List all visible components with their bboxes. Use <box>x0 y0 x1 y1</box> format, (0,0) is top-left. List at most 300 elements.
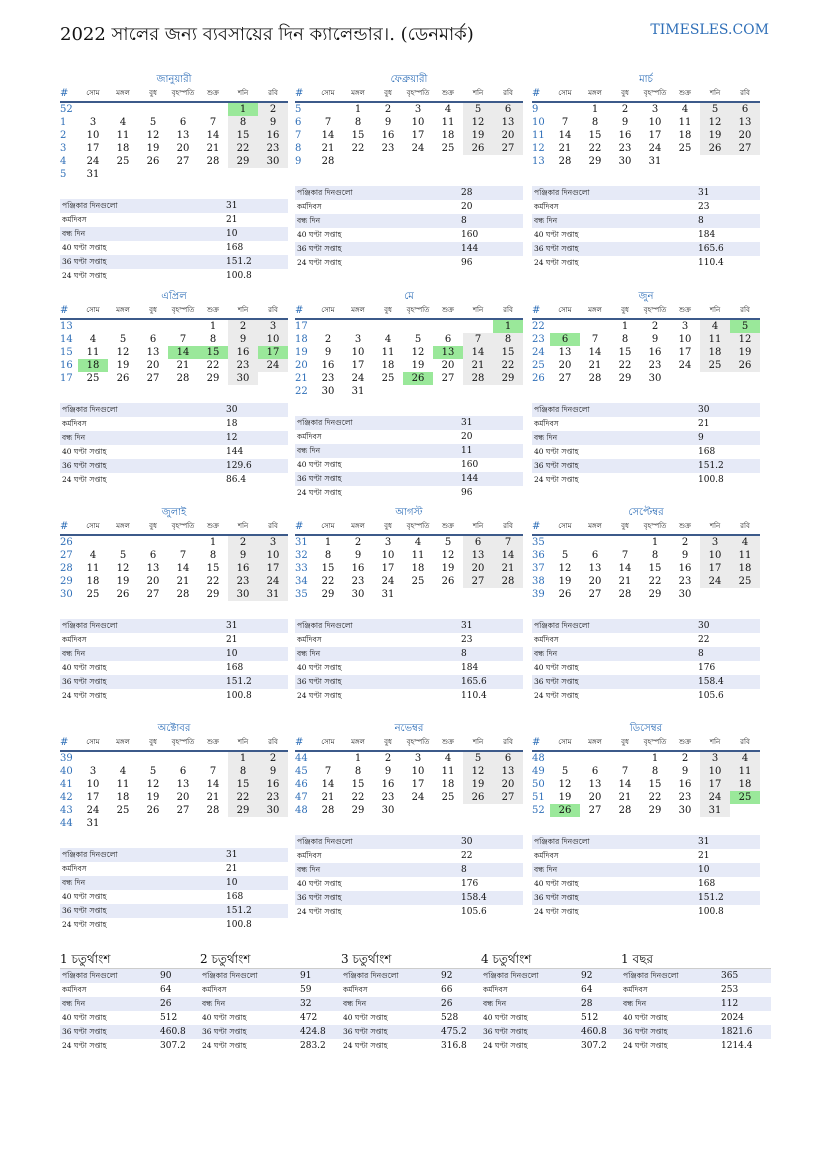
day-cell: 23 <box>351 576 365 587</box>
stat-value: 26 <box>158 997 210 1011</box>
weekday-header: শুক্র <box>433 303 463 319</box>
day-cell: 21 <box>206 143 220 154</box>
day-cell: 19 <box>463 129 493 142</box>
day-cell: 9 <box>651 334 659 345</box>
weekday-header-row <box>295 519 523 535</box>
day-cell: 15 <box>351 779 365 790</box>
day-cell: 24 <box>411 143 425 154</box>
week-row <box>295 765 523 778</box>
day-cell: 29 <box>648 589 662 600</box>
stat-row <box>621 1039 771 1053</box>
day-cell: 9 <box>258 116 288 129</box>
week-number: 3 <box>60 143 67 154</box>
day-cell: 31 <box>700 804 730 817</box>
weekday-header: মঙ্গল <box>580 86 610 102</box>
stat-value: 30 <box>696 619 760 633</box>
day-cell: 25 <box>730 575 760 588</box>
stat-value: 10 <box>224 647 288 661</box>
empty-cell <box>463 588 493 601</box>
day-cell: 6 <box>550 333 580 346</box>
stat-value: 100.8 <box>226 691 252 701</box>
stat-label: পঞ্জিকার দিনগুলো <box>200 969 298 983</box>
week-number: 14 <box>60 334 73 345</box>
empty-cell <box>313 319 343 333</box>
day-cell: 25 <box>86 589 100 600</box>
weekday-header: রবি <box>493 519 523 535</box>
stat-row <box>295 200 523 214</box>
day-cell: 26 <box>116 373 130 384</box>
stat-row <box>60 619 288 633</box>
day-cell: 2 <box>384 753 392 764</box>
day-cell: 20 <box>146 360 160 371</box>
week-number: 35 <box>295 589 308 600</box>
day-cell: 3 <box>89 766 97 777</box>
stat-value: 100.8 <box>698 475 724 485</box>
day-cell: 26 <box>403 372 433 385</box>
day-cell: 14 <box>321 130 335 141</box>
stat-value: 100.8 <box>698 907 724 917</box>
day-cell: 1 <box>651 753 659 764</box>
day-cell: 7 <box>493 535 523 549</box>
stat-value: 151.2 <box>696 891 760 905</box>
day-cell: 8 <box>354 117 362 128</box>
week-row <box>60 562 288 575</box>
stat-row <box>621 1025 771 1039</box>
day-cell: 19 <box>411 360 425 371</box>
month-block <box>532 73 760 270</box>
day-cell: 19 <box>558 576 572 587</box>
day-cell: 3 <box>258 535 288 549</box>
day-cell: 19 <box>558 792 572 803</box>
day-cell: 5 <box>149 117 157 128</box>
stat-label: 24 ঘণ্টা সপ্তাহ <box>62 691 107 700</box>
day-cell: 2 <box>354 537 362 548</box>
stat-row <box>60 199 288 213</box>
stat-value: 129.6 <box>224 459 288 473</box>
stat-row <box>532 877 760 891</box>
stat-value: 158.4 <box>459 891 523 905</box>
stat-row <box>295 905 523 919</box>
weekday-header: # <box>60 303 78 319</box>
weekday-header: # <box>295 303 313 319</box>
day-cell: 26 <box>700 142 730 155</box>
weekday-header: শনি <box>700 86 730 102</box>
day-cell: 17 <box>648 130 662 141</box>
day-cell: 20 <box>463 562 493 575</box>
quarter-stats <box>60 969 210 1053</box>
stat-label: পঞ্জিকার দিনগুলো <box>532 835 696 849</box>
weekday-header: সোম <box>313 735 343 751</box>
day-cell: 12 <box>441 550 455 561</box>
week-row <box>532 575 760 588</box>
stat-label: পঞ্জিকার দিনগুলো <box>60 619 224 633</box>
weekday-header: শুক্র <box>670 303 700 319</box>
day-cell: 15 <box>588 130 602 141</box>
stat-row <box>532 849 760 863</box>
stat-value: 22 <box>698 635 710 645</box>
stat-row <box>532 675 760 689</box>
day-cell: 6 <box>493 751 523 765</box>
weekday-header: # <box>60 735 78 751</box>
week-number: 37 <box>532 563 545 574</box>
day-cell: 18 <box>700 346 730 359</box>
day-cell: 20 <box>588 792 602 803</box>
day-cell: 15 <box>206 563 220 574</box>
stat-label: কর্মদিবস <box>62 864 87 873</box>
stat-value: 475.2 <box>439 1025 491 1039</box>
week-row <box>295 359 523 372</box>
weekday-header: শুক্র <box>433 86 463 102</box>
stat-label: বন্ধ দিন <box>532 647 696 661</box>
day-cell: 21 <box>176 576 190 587</box>
day-cell: 17 <box>258 346 288 359</box>
day-cell: 5 <box>444 537 452 548</box>
weekday-header: শনি <box>463 735 493 751</box>
stat-value: 64 <box>581 985 593 995</box>
stat-value: 92 <box>579 969 631 983</box>
day-cell: 19 <box>463 778 493 791</box>
weekday-header: বুধ <box>138 519 168 535</box>
day-cell: 14 <box>168 346 198 359</box>
stat-row <box>532 633 760 647</box>
weekday-header: মঙ্গল <box>343 735 373 751</box>
stat-value: 31 <box>696 186 760 200</box>
day-cell: 15 <box>228 778 258 791</box>
stat-row <box>341 983 491 997</box>
day-cell: 11 <box>86 563 100 574</box>
week-number: 27 <box>60 550 73 561</box>
stat-label: 40 ঘণ্টা সপ্তাহ <box>534 663 579 672</box>
day-cell: 15 <box>321 563 335 574</box>
day-cell: 4 <box>384 334 392 345</box>
stat-value: 8 <box>459 863 523 877</box>
stat-row <box>481 983 631 997</box>
empty-cell <box>580 535 610 549</box>
day-cell: 3 <box>700 751 730 765</box>
week-number: 17 <box>295 321 308 332</box>
day-cell: 8 <box>591 117 599 128</box>
stat-value: 105.6 <box>698 691 724 701</box>
stat-value: 184 <box>698 230 716 240</box>
day-cell: 10 <box>648 117 662 128</box>
stat-label: 36 ঘণ্টা সপ্তাহ <box>295 891 459 905</box>
week-number: 38 <box>532 576 545 587</box>
day-cell: 6 <box>149 550 157 561</box>
stat-row <box>60 473 288 487</box>
week-row <box>532 765 760 778</box>
stat-value: 31 <box>459 416 523 430</box>
stat-value: 100.8 <box>226 920 252 930</box>
day-cell: 18 <box>730 562 760 575</box>
weekday-header: বুধ <box>373 303 403 319</box>
day-cell: 8 <box>209 334 217 345</box>
week-number: 46 <box>295 779 308 790</box>
stat-value: 307.2 <box>160 1041 186 1051</box>
week-number: 5 <box>60 169 67 180</box>
day-cell: 22 <box>648 576 662 587</box>
empty-cell <box>138 751 168 765</box>
week-row <box>532 319 760 333</box>
day-cell: 24 <box>678 360 692 371</box>
weekday-header: সোম <box>313 303 343 319</box>
weekday-header: সোম <box>550 86 580 102</box>
stat-value: 1821.6 <box>719 1025 771 1039</box>
week-row <box>295 102 523 116</box>
weekday-header: বুধ <box>610 735 640 751</box>
stat-label: কর্মদিবস <box>62 985 87 994</box>
weekday-header: রবি <box>258 735 288 751</box>
day-cell: 1 <box>209 537 217 548</box>
stat-label: কর্মদিবস <box>534 635 559 644</box>
day-cell: 2 <box>324 334 332 345</box>
month-block <box>532 506 760 703</box>
week-row <box>295 791 523 804</box>
stat-value: 96 <box>461 488 473 498</box>
stat-value: 21 <box>226 864 238 874</box>
empty-cell <box>670 372 700 385</box>
week-row <box>60 791 288 804</box>
day-cell: 8 <box>651 766 659 777</box>
day-cell: 8 <box>621 334 629 345</box>
stat-label: পঞ্জিকার দিনগুলো <box>295 416 459 430</box>
weekday-header: মঙ্গল <box>580 519 610 535</box>
day-cell: 4 <box>444 104 452 115</box>
day-cell: 1 <box>651 537 659 548</box>
stat-value: 168 <box>226 892 244 902</box>
day-cell: 19 <box>146 143 160 154</box>
stat-label: পঞ্জিকার দিনগুলো <box>60 403 224 417</box>
stat-label: 24 ঘণ্টা সপ্তাহ <box>483 1041 528 1050</box>
week-row <box>532 155 760 168</box>
stat-row <box>481 1011 631 1025</box>
day-cell: 12 <box>700 116 730 129</box>
day-cell: 16 <box>258 778 288 791</box>
day-cell: 29 <box>228 804 258 817</box>
week-row <box>295 372 523 385</box>
week-row <box>60 588 288 601</box>
day-cell: 23 <box>321 373 335 384</box>
day-cell: 13 <box>493 116 523 129</box>
stat-row <box>532 835 760 849</box>
stat-value: 31 <box>459 619 523 633</box>
day-cell: 17 <box>700 562 730 575</box>
day-cell: 4 <box>119 766 127 777</box>
stat-row <box>295 214 523 228</box>
stat-value: 100.8 <box>226 271 252 281</box>
day-cell: 16 <box>351 563 365 574</box>
day-cell: 5 <box>561 550 569 561</box>
week-number: 7 <box>295 130 302 141</box>
stat-value: 10 <box>224 227 288 241</box>
stat-label: 24 ঘণ্টা সপ্তাহ <box>62 271 107 280</box>
day-cell: 25 <box>441 143 455 154</box>
stat-label: বন্ধ দিন <box>621 997 719 1011</box>
day-cell: 28 <box>618 589 632 600</box>
day-cell: 1 <box>209 321 217 332</box>
week-number: 1 <box>60 117 67 128</box>
month-calendar <box>532 735 760 817</box>
day-cell: 27 <box>463 575 493 588</box>
day-cell: 3 <box>681 321 689 332</box>
quarter-block <box>341 950 491 1053</box>
month-calendar <box>60 86 288 181</box>
stat-row <box>60 876 288 890</box>
week-row <box>532 102 760 116</box>
day-cell: 22 <box>618 360 632 371</box>
week-number: 39 <box>532 589 545 600</box>
weekday-header: শুক্র <box>198 86 228 102</box>
stat-label: বন্ধ দিন <box>60 647 224 661</box>
weekday-header: সোম <box>78 303 108 319</box>
week-number: 47 <box>295 792 308 803</box>
empty-cell <box>198 102 228 116</box>
stat-label: 40 ঘণ্টা সপ্তাহ <box>62 663 107 672</box>
day-cell: 27 <box>176 156 190 167</box>
day-cell: 18 <box>441 779 455 790</box>
month-block <box>60 506 288 703</box>
day-cell: 6 <box>179 766 187 777</box>
day-cell: 30 <box>678 589 692 600</box>
stat-label: বন্ধ দিন <box>60 227 224 241</box>
month-block <box>295 722 523 919</box>
empty-cell <box>78 751 108 765</box>
stat-value: 151.2 <box>224 255 288 269</box>
week-number: 16 <box>60 360 73 371</box>
day-cell: 11 <box>678 117 692 128</box>
day-cell: 13 <box>146 563 160 574</box>
month-block <box>295 73 523 270</box>
stat-value: 28 <box>579 997 631 1011</box>
stat-row <box>532 403 760 417</box>
day-cell: 23 <box>228 575 258 588</box>
day-cell: 19 <box>441 563 455 574</box>
day-cell: 5 <box>149 766 157 777</box>
month-calendar <box>60 519 288 601</box>
day-cell: 21 <box>558 143 572 154</box>
quarter-block <box>481 950 631 1053</box>
day-cell: 17 <box>381 563 395 574</box>
weekday-header: বুধ <box>373 86 403 102</box>
month-block <box>60 290 288 487</box>
stat-label: পঞ্জিকার দিনগুলো <box>295 186 459 200</box>
empty-cell <box>463 804 493 817</box>
empty-cell <box>550 319 580 333</box>
day-cell: 16 <box>321 360 335 371</box>
month-calendar <box>295 303 523 398</box>
stat-row <box>532 661 760 675</box>
empty-cell <box>78 319 108 333</box>
day-cell: 19 <box>146 792 160 803</box>
weekday-header-row <box>60 303 288 319</box>
day-cell: 9 <box>681 550 689 561</box>
weekday-header: শনি <box>463 303 493 319</box>
day-cell: 18 <box>116 792 130 803</box>
week-row <box>60 359 288 372</box>
stat-row <box>60 983 210 997</box>
month-stats <box>60 403 288 487</box>
day-cell: 25 <box>441 792 455 803</box>
stat-row <box>295 228 523 242</box>
stat-value: 110.4 <box>461 691 487 701</box>
stat-label: বন্ধ দিন <box>295 863 459 877</box>
stat-row <box>295 458 523 472</box>
day-cell: 6 <box>730 102 760 116</box>
weekday-header: বুধ <box>610 86 640 102</box>
month-stats <box>295 416 523 500</box>
day-cell: 16 <box>381 130 395 141</box>
weekday-header: বুধ <box>138 303 168 319</box>
quarter-title: 3 চতুর্থাংশ <box>341 950 491 969</box>
stat-value: 90 <box>158 969 210 983</box>
weekday-header: # <box>60 519 78 535</box>
day-cell: 7 <box>179 334 187 345</box>
month-stats <box>532 619 760 703</box>
stat-row <box>200 1039 350 1053</box>
day-cell: 7 <box>463 333 493 346</box>
stat-label: পঞ্জিকার দিনগুলো <box>481 969 579 983</box>
day-cell: 7 <box>209 117 217 128</box>
weekday-header-row <box>532 86 760 102</box>
week-number: 22 <box>295 386 308 397</box>
day-cell: 20 <box>176 792 190 803</box>
stat-row <box>295 256 523 270</box>
week-row <box>532 359 760 372</box>
day-cell: 2 <box>258 751 288 765</box>
stat-label: বন্ধ দিন <box>60 431 224 445</box>
day-cell: 22 <box>228 142 258 155</box>
weekday-header: বৃহস্পতি <box>640 519 670 535</box>
month-name: সেপ্টেম্বর <box>628 507 664 518</box>
brand-logo[interactable]: TIMESLES.COM <box>650 22 769 38</box>
month-stats <box>532 186 760 270</box>
day-cell: 6 <box>463 535 493 549</box>
day-cell: 13 <box>433 346 463 359</box>
day-cell: 15 <box>351 130 365 141</box>
day-cell: 14 <box>176 563 190 574</box>
stat-row <box>621 969 771 983</box>
week-number: 5 <box>295 104 302 115</box>
week-row <box>60 155 288 168</box>
stat-row <box>60 997 210 1011</box>
stat-row <box>295 430 523 444</box>
day-cell: 11 <box>441 766 455 777</box>
day-cell: 18 <box>78 359 108 372</box>
month-name: অক্টোবর <box>157 723 191 734</box>
stat-row <box>295 891 523 905</box>
stat-value: 31 <box>696 835 760 849</box>
stat-row <box>341 1011 491 1025</box>
weekday-header: রবি <box>258 519 288 535</box>
empty-cell <box>198 817 228 830</box>
week-number: 25 <box>532 360 545 371</box>
stat-value: 21 <box>226 215 238 225</box>
week-number: 50 <box>532 779 545 790</box>
quarter-stats <box>200 969 350 1053</box>
weekday-header: শনি <box>228 519 258 535</box>
day-cell: 4 <box>730 535 760 549</box>
empty-cell <box>700 155 730 168</box>
weekday-header: বৃহস্পতি <box>168 86 198 102</box>
week-number: 18 <box>295 334 308 345</box>
week-row <box>532 372 760 385</box>
empty-cell <box>78 102 108 116</box>
week-row <box>295 333 523 346</box>
week-number: 28 <box>60 563 73 574</box>
day-cell: 23 <box>258 142 288 155</box>
stat-label: 40 ঘণ্টা সপ্তাহ <box>297 230 342 239</box>
stat-row <box>532 689 760 703</box>
month-block <box>295 506 523 703</box>
